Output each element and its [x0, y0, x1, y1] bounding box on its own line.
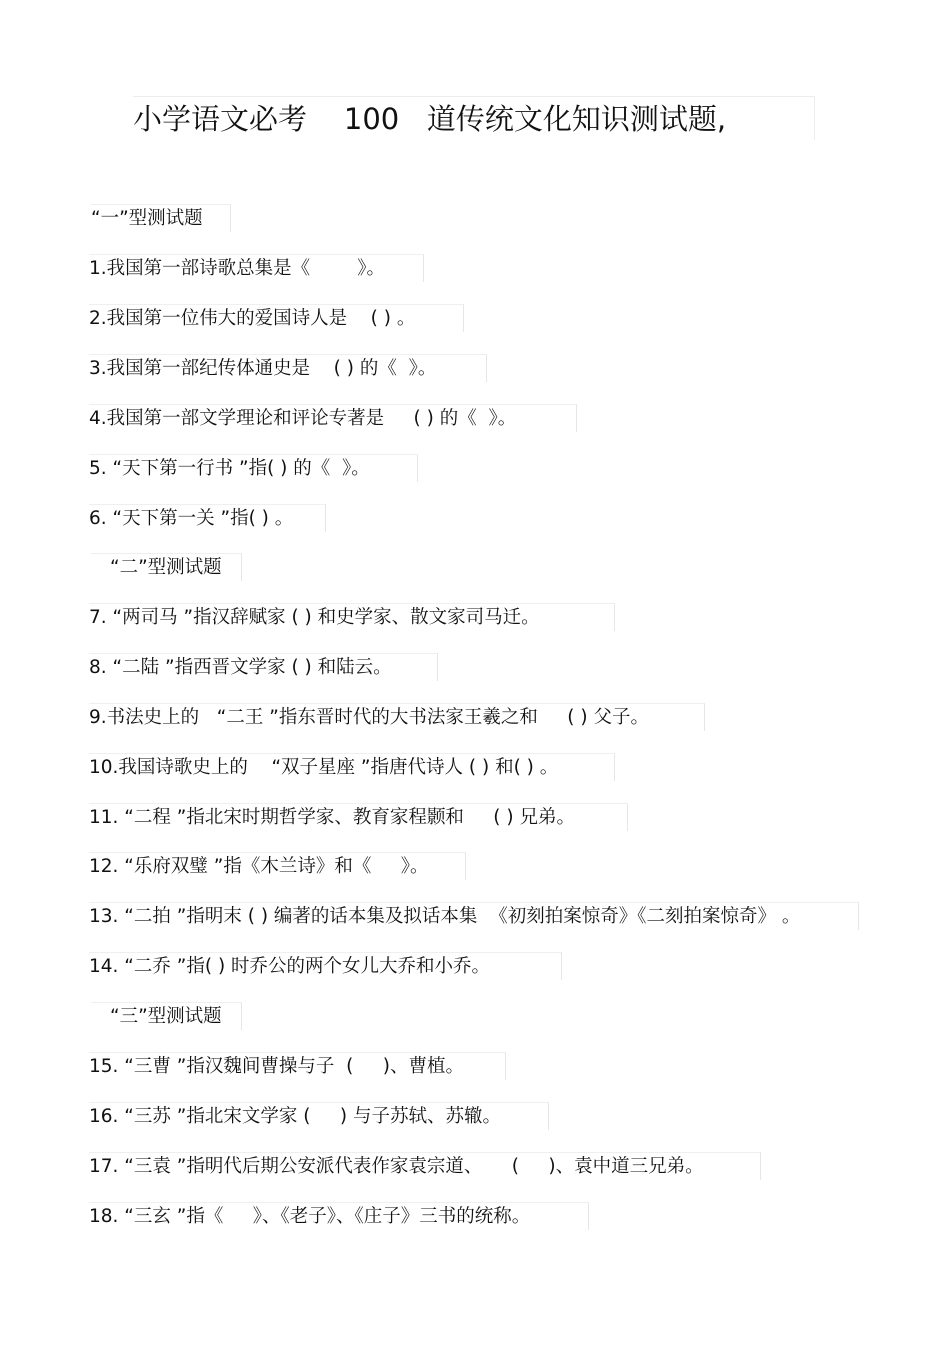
question-item: 1.我国第一部诗歌总集是《 》。: [89, 254, 424, 282]
question-item: 15. “三曹 ”指汉魏间曹操与子 ( )、曹植。: [89, 1052, 506, 1080]
question-item: 16. “三苏 ”指北宋文学家 ( ) 与子苏轼、苏辙。: [89, 1102, 549, 1130]
page-title: 小学语文必考 100 道传统文化知识测试题,: [133, 96, 815, 140]
question-item: 10.我国诗歌史上的 “双子星座 ”指唐代诗人 ( ) 和( ) 。: [89, 753, 615, 781]
question-item: 2.我国第一位伟大的爱国诗人是 ( ) 。: [89, 304, 464, 332]
question-item: 6. “天下第一关 ”指( ) 。: [89, 504, 326, 532]
question-item: 13. “二拍 ”指明末 ( ) 编著的话本集及拟话本集 《初刻拍案惊奇》《二刻拍案惊奇》 。: [89, 902, 859, 930]
question-item: 9.书法史上的 “二王 ”指东晋时代的大书法家王羲之和 ( ) 父子。: [89, 703, 705, 731]
question-item: 11. “二程 ”指北宋时期哲学家、教育家程颢和 ( ) 兄弟。: [89, 803, 628, 831]
question-item: 18. “三玄 ”指《 》、《老子》、《庄子》三书的统称。: [89, 1202, 589, 1230]
section-heading: “二”型测试题: [91, 553, 242, 581]
section-heading: “一”型测试题: [91, 204, 231, 232]
question-item: 7. “两司马 ”指汉辞赋家 ( ) 和史学家、散文家司马迁。: [89, 603, 615, 631]
question-item: 4.我国第一部文学理论和评论专著是 ( ) 的《 》。: [89, 404, 577, 432]
question-item: 5. “天下第一行书 ”指( ) 的《 》。: [89, 454, 418, 482]
section-heading: “三”型测试题: [91, 1002, 242, 1030]
question-item: 12. “乐府双璧 ”指《木兰诗》和《 》。: [89, 852, 466, 880]
question-item: 8. “二陆 ”指西晋文学家 ( ) 和陆云。: [89, 653, 438, 681]
question-item: 14. “二乔 ”指( ) 时乔公的两个女儿大乔和小乔。: [89, 952, 562, 980]
question-item: 3.我国第一部纪传体通史是 ( ) 的《 》。: [89, 354, 487, 382]
question-item: 17. “三袁 ”指明代后期公安派代表作家袁宗道、 ( )、袁中道三兄弟。: [89, 1152, 761, 1180]
